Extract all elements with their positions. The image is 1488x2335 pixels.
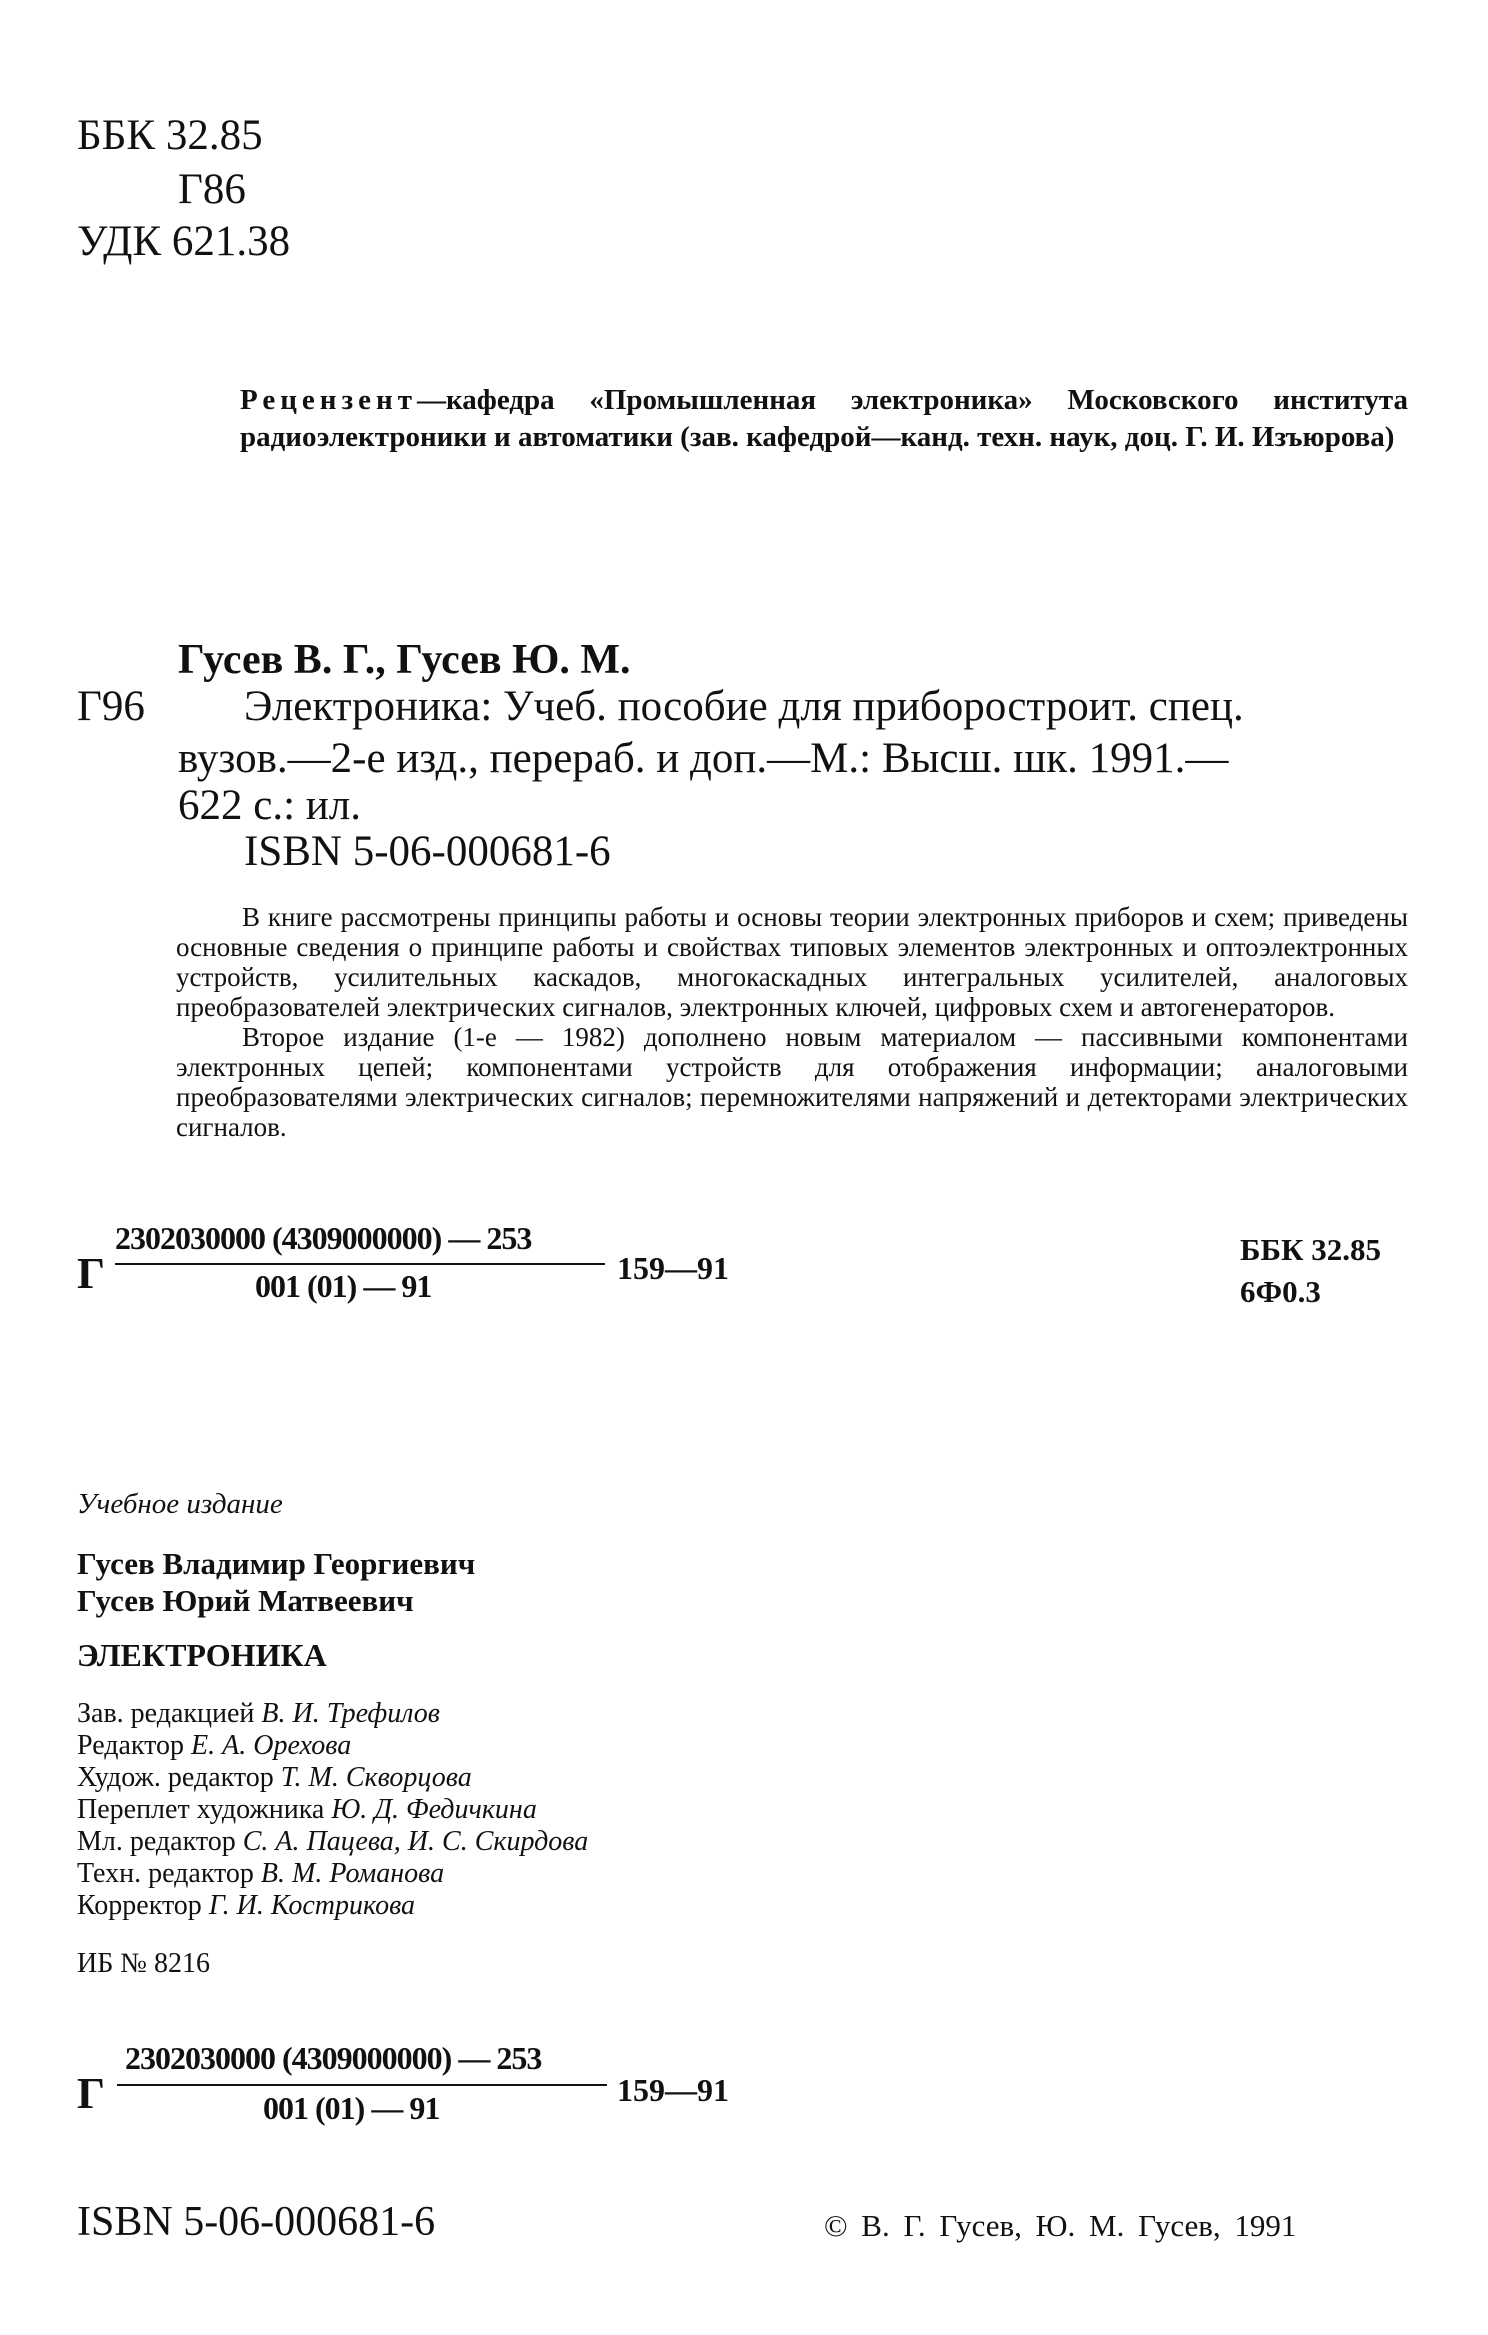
staff-row: Зав. редакцией В. И. Трефилов (77, 1698, 440, 1729)
edition-author-1: Гусев Владимир Георгиевич (77, 1546, 476, 1581)
code-tail: 159—91 (617, 2072, 729, 2108)
copyright: © В. Г. Гусев, Ю. М. Гусев, 1991 (824, 2208, 1297, 2243)
code-denominator: 001 (01) — 91 (255, 1268, 432, 1304)
staff-row: Мл. редактор С. А. Пацева, И. С. Скирдова (77, 1826, 589, 1857)
footer-isbn: ISBN 5-06-000681-6 (77, 2199, 436, 2245)
catalog-line-3: 622 с.: ил. (178, 782, 362, 829)
code-tail: 159—91 (617, 1250, 729, 1286)
catalog-line-2: вузов.—2-е изд., перераб. и доп.—М.: Высш. шк. 1991.— (178, 735, 1229, 782)
catalog-authors: Гусев В. Г., Гусев Ю. М. (178, 637, 631, 683)
catalog-isbn: ISBN 5-06-000681-6 (244, 828, 611, 875)
abstract-paragraph-1: В книге рассмотрены принципы работы и основы теории электронных приборов и схем; приведены основные сведения о принципе работы и свойствах типовых элементов электронных и оптоэлектронных устройств, усилительных каскадов, многокаскадных интегральных усилителей, аналоговых преобразователей электрических сигналов, электронных ключей, цифровых схем и автогенераторов. (176, 902, 1408, 1022)
code-numerator: 2302030000 (4309000000) — 253 (115, 1220, 532, 1256)
staff-row: Корректор Г. И. Кострикова (77, 1890, 416, 1921)
bbk-code: ББК 32.85 (77, 112, 263, 159)
edition-type: Учебное издание (77, 1488, 283, 1520)
fraction-bar (117, 2084, 607, 2086)
staff-list (77, 1698, 588, 1922)
fraction-bar (115, 1263, 605, 1265)
publication-code-1 (77, 1220, 777, 1310)
edition-author-2: Гусев Юрий Матвеевич (77, 1583, 414, 1618)
abstract (176, 902, 1408, 1142)
catalog-mark: Г96 (77, 683, 145, 730)
code-letter: Г (77, 1249, 105, 1298)
author-mark: Г86 (178, 166, 246, 213)
catalog-line-1: Электроника: Учеб. пособие для приборостроит. спец. (244, 683, 1244, 730)
staff-row: Худож. редактор Т. М. Скворцова (77, 1762, 472, 1793)
reviewer-label: Рецензент (240, 384, 417, 416)
staff-row: Переплет художника Ю. Д. Федичкина (77, 1794, 537, 1825)
bbk-right-2: 6Ф0.3 (1240, 1274, 1321, 1309)
staff-row: Техн. редактор В. М. Романова (77, 1858, 445, 1889)
reviewer-block (240, 382, 1408, 456)
code-denominator: 001 (01) — 91 (263, 2090, 440, 2126)
edition-title: ЭЛЕКТРОНИКА (77, 1637, 327, 1673)
udk-code: УДК 621.38 (77, 218, 291, 265)
bbk-right-1: ББК 32.85 (1240, 1232, 1381, 1267)
reviewer-text: —кафедра «Промышленная электроника» Московского института радиоэлектроники и автоматики (зав. кафедрой—канд. техн. наук, доц. Г. И. Изъюрова) (240, 384, 1408, 453)
ib-number: ИБ № 8216 (77, 1948, 211, 1979)
publication-code-2 (77, 2040, 777, 2130)
code-letter: Г (77, 2069, 105, 2118)
code-numerator: 2302030000 (4309000000) — 253 (125, 2040, 542, 2076)
abstract-paragraph-2: Второе издание (1-е — 1982) дополнено новым материалом — пассивными компонентами электронных цепей; компонентами устройств для отображения информации; аналоговыми преобразователями электрических сигналов; перемножителями напряжений и детекторами электрических сигналов. (176, 1022, 1408, 1142)
staff-row: Редактор Е. А. Орехова (77, 1730, 352, 1761)
